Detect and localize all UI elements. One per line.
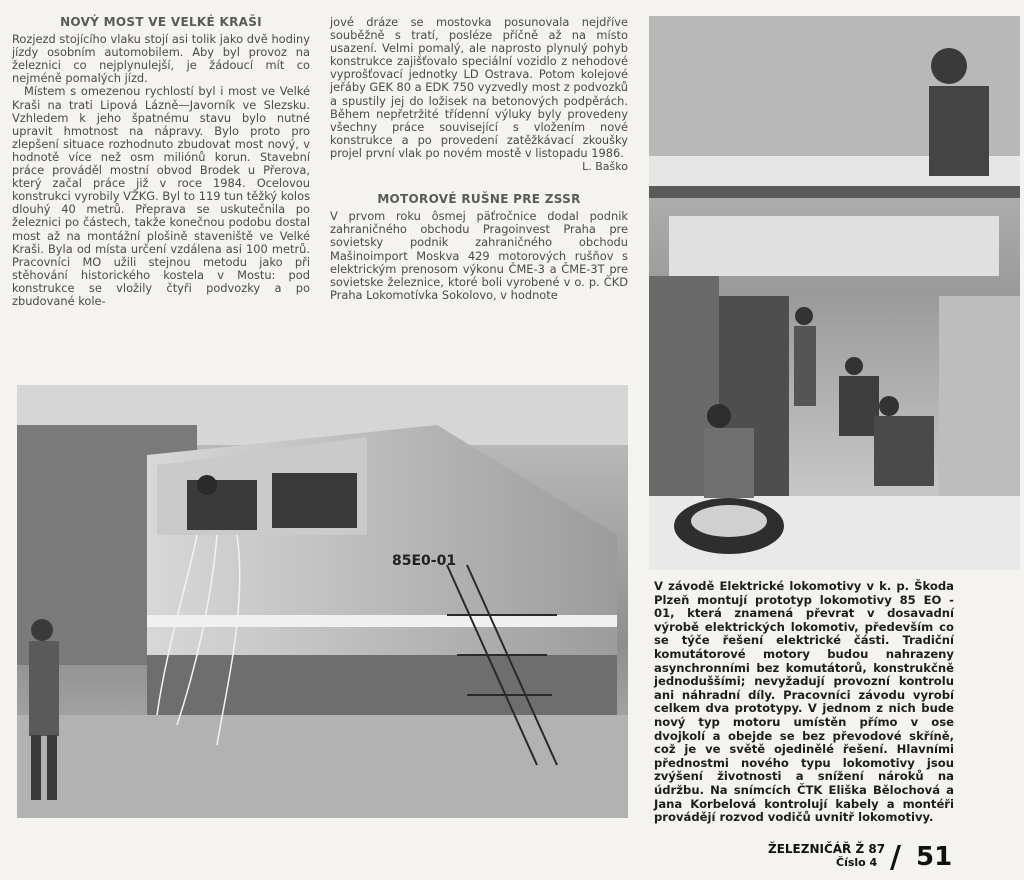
article2-title: MOTOROVÉ RUŠNE PRE ZSSR xyxy=(377,192,581,207)
article1-paragraph-2: Místem s omezenou rychlostí byl i most ve Velké Kraši na trati Lipová Lázně—Javorník ve Slezsku. Vzhledem k jeho špatnému stavu bylo nutné upravit hmotnost na nápravy. Bylo proto pro zlepšení situace rozhodnuto zbudovat most nový, v hodnotě více než osm miliónů korun. Stavební práce prováděl mostní obvod Brodek u Přerova, který začal práce již v roce 1984. Ocelovou konstrukci vyrobily VŽKG. Byl to 119 tun těžký kolos dlouhý 40 metrů. Přeprava se uskutečnila po železnici po částech, takže konečnou podobu dostal most až na montážní plošině staveniště ve Velké Kraši. Byla od místa určení vzdálena asi 100 metrů. Pracovníci MO užili stejnou metodu jako při stěhování historického kostela v Mostu: pod konstrukce se vložily čtyři podvozky a po zbudované kole- xyxy=(12,84,310,308)
page-footer xyxy=(762,840,982,876)
article1-column-1 xyxy=(12,16,310,308)
footer-slash: / xyxy=(890,840,901,875)
issue-number: Číslo 4 xyxy=(836,856,878,869)
article1-paragraph-3: jové dráze se mostovka posunovala nejdříve souběžně s tratí, posléze příčně až na místo usazení. Velmi pomalý, ale naprosto plynulý pohyb konstrukce zajišťovalo speciální vozidlo z nehodové vyprošťovací jednotky LD Ostrava. Potom kolejové jeřáby GEK 80 a EDK 750 vyzvedly most z podvozků a spustily jej do ložisek na betonových podpěrách. Během nepřetržité třídenní výluky byly provedeny všechny práce související s vložením nové konstrukce a po provedení zatěžkávací zkoušky projel první vlak po novém mostě v listopadu 1986. xyxy=(330,15,628,160)
article1-column-2 xyxy=(330,16,628,302)
photo-interior-workers xyxy=(649,16,1020,570)
article1-paragraph-1: Rozjezd stojícího vlaku stojí asi tolik jako dvě hodiny jízdy osobním automobilem. Aby byl provoz na železnici co nejplynulejší, je žádoucí mít co nejméně pomalých jízd. xyxy=(12,32,310,86)
photo-caption: V závodě Elektrické lokomotivy v k. p. Škoda Plzeň montují prototyp lokomotivy 85 EO - 01, která znamená převrat v dosavadní výrobě elektrických lokomotiv, především co se týče řešení elektrické části. Tradiční komutátorové motory budou nahrazeny asynchronními bez komutátorů, konstrukčně jednoduššími; nevyžadují provozní kontrolu ani náhradní díly. Pracovníci závodu vyrobí celkem dva prototypy. V jednom z nich bude nový typ motoru umístěn přímo v ose dvojkolí a obejde se bez převodové skříně, což je ve světě ojedinělé řešení. Hlavními přednostmi nového typu lokomotivy jsou zvýšení životnosti a snížení nároků na údržbu. Na snímcích ČTK Eliška Bělochová a Jana Korbelová kontrolují kabely a montéři provádějí rozvod vodičů uvnitř lokomotivy. xyxy=(654,579,954,825)
article2-paragraph: V prvom roku ôsmej päťročnice dodal podnik zahraničného obchodu Pragoinvest Praha pre sovietsky podnik zahraničného obchodu Mašinoimport Moskva 429 motorových rušňov s elektrickým prenosom výkonu ČME-3 a ČME-3T pre sovietske železnice, ktoré boli vyrobené v o. p. ČKD Praha Lokomotívka Sokolovo, v hodnote xyxy=(330,209,628,302)
page-number: 51 xyxy=(916,842,953,872)
article1-author: L. Baško xyxy=(582,160,628,174)
photo-locomotive-assembly xyxy=(17,385,628,818)
article1-title: NOVÝ MOST VE VELKÉ KRAŠI xyxy=(60,15,262,29)
locomotive-number: 85E0-01 xyxy=(392,553,457,569)
magazine-name: ŽELEZNIČÁŘ Ž 87 xyxy=(768,842,886,856)
